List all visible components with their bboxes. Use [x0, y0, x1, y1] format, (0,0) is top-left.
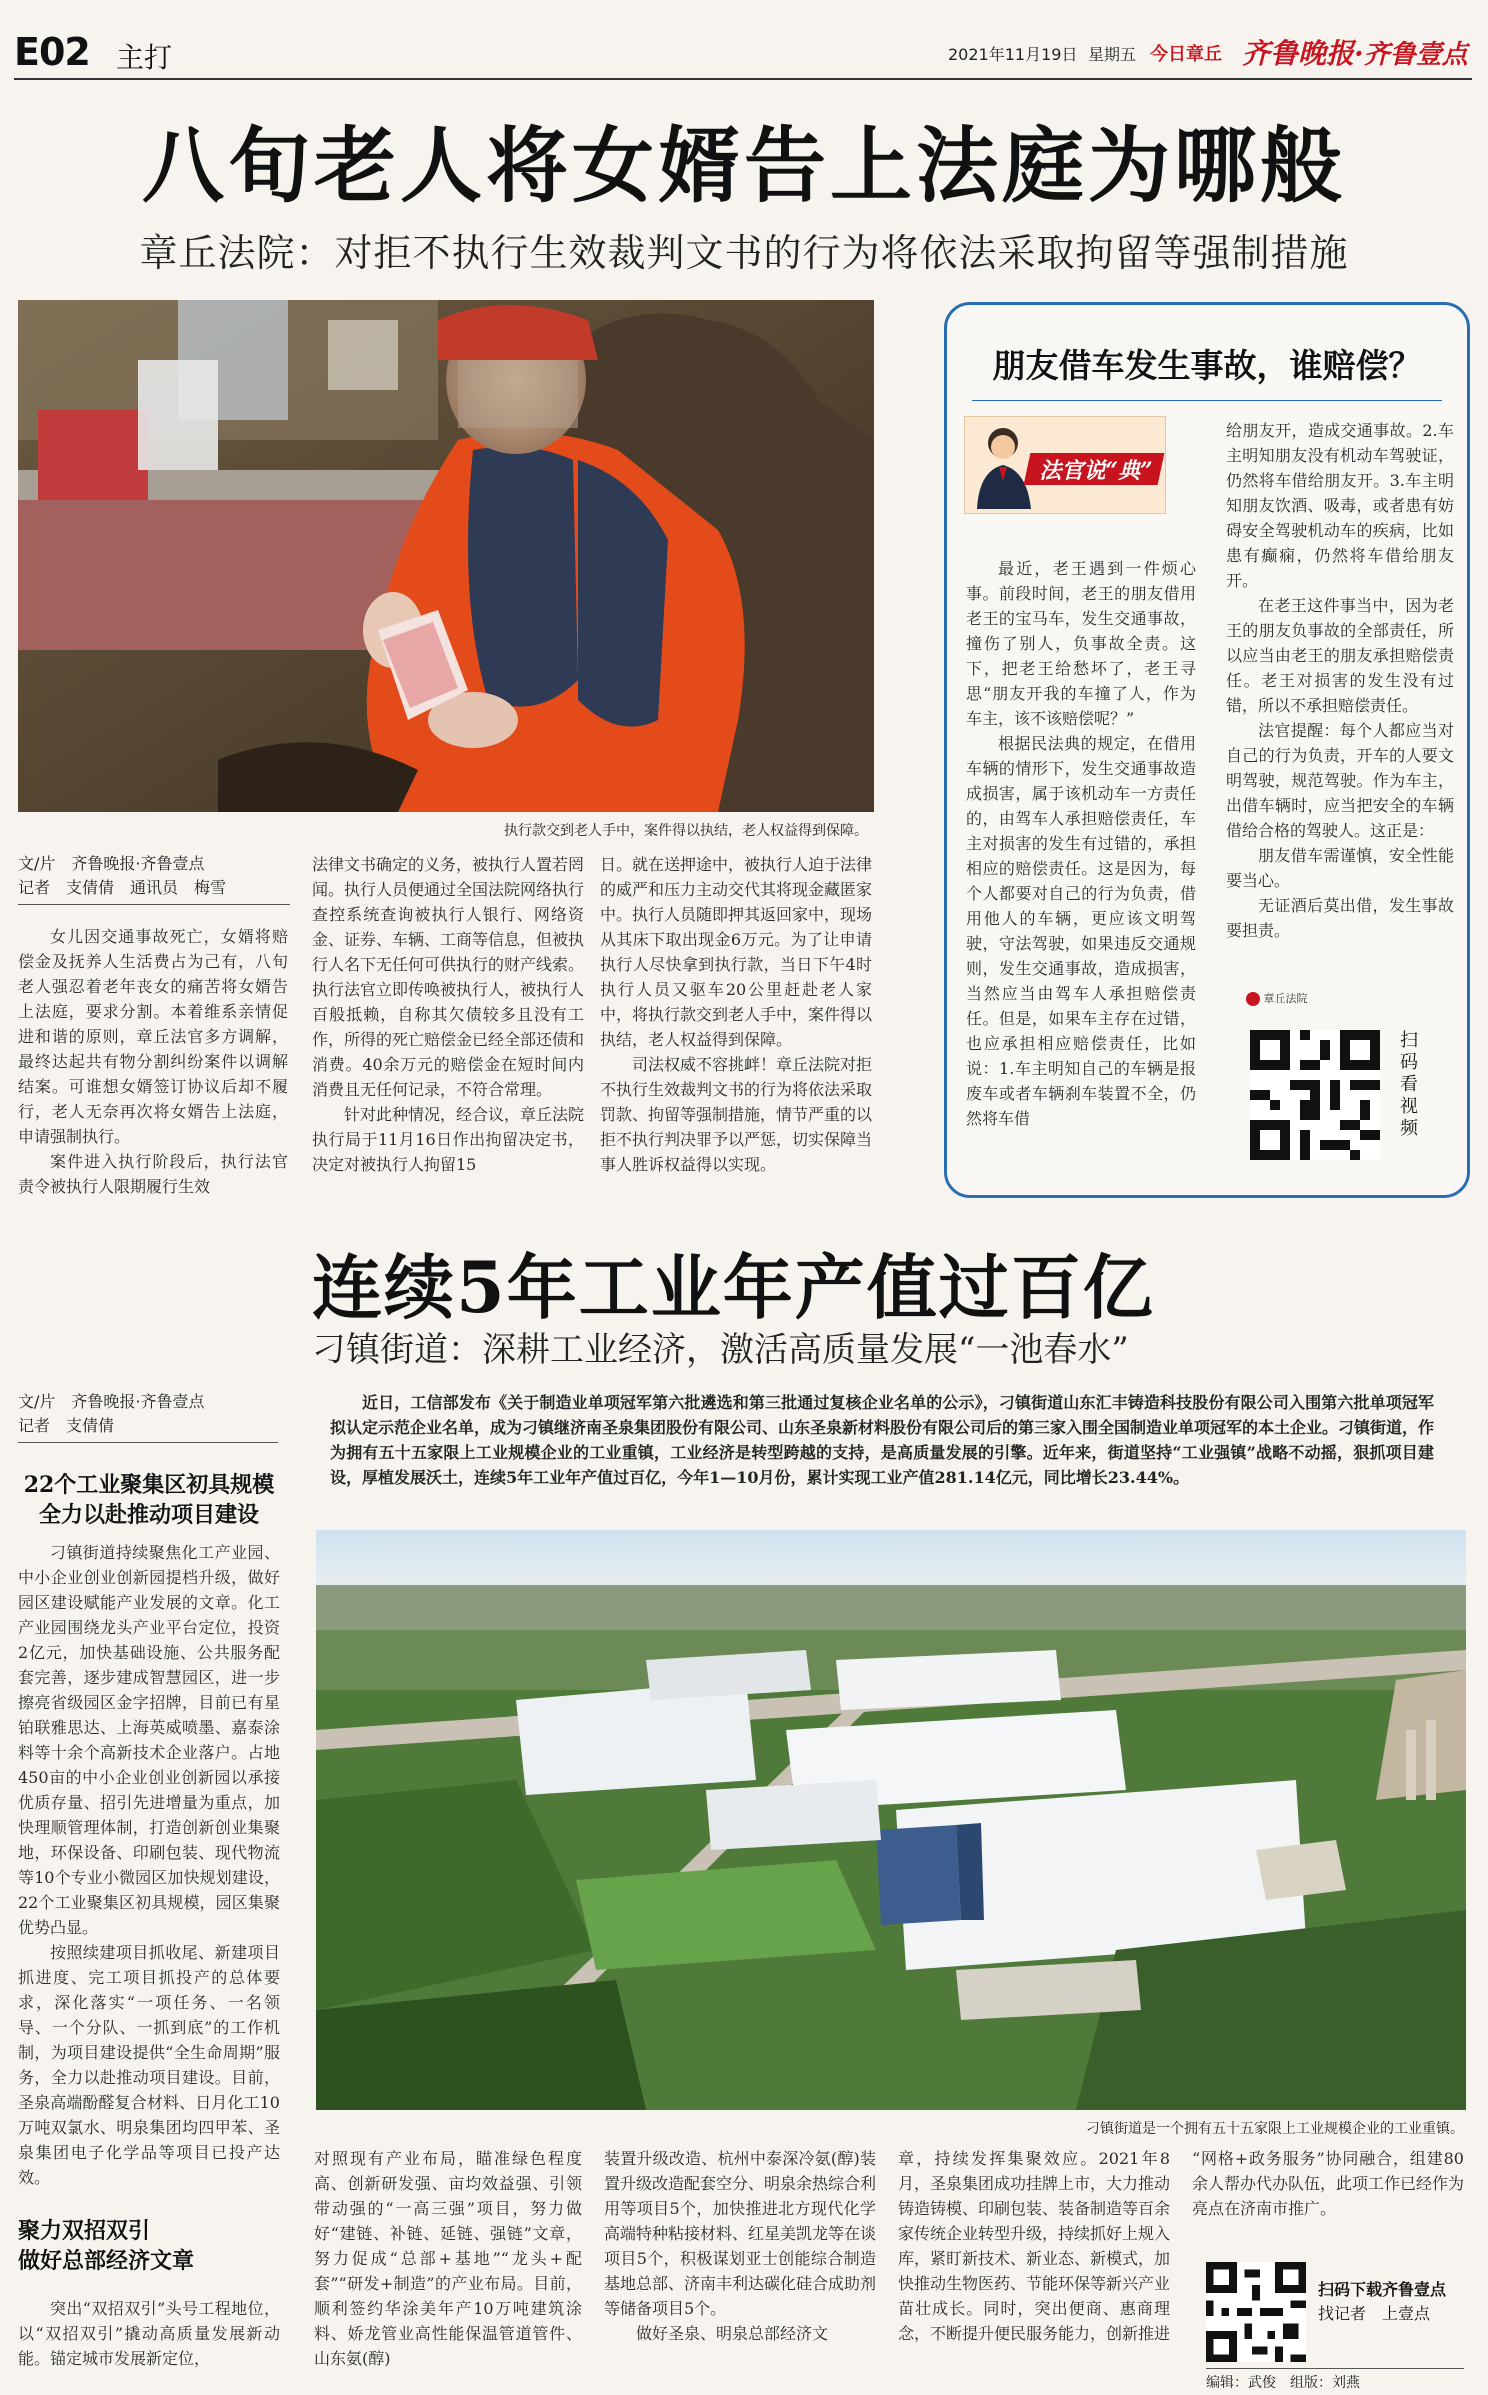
story2-bottom-col4-text: “网格+政务服务”协同融合，组建80余人帮办代办队伍，此项工作已经作为亮点在济南市推广。 [1192, 2149, 1465, 2218]
story2-left-column [18, 1540, 280, 2190]
brand-qilu-wanbao: 齐鲁晚报 [1242, 37, 1355, 70]
sidebar-colb-para3: 法官提醒：每个人都应当对自己的行为负责，开车的人要文明驾驶，规范驾驶。作为车主，出借车辆时，应当把安全的车辆借给合格的驾驶人。这正是： [1226, 721, 1454, 840]
story2-bottom-col2-text: 装置升级改造、杭州中泰深冷氨(醇)装置升级改造配套空分、明泉余热综合利用等项目5个，加快推进北方现代化学高端特种粘接材料、红星美凯龙等在谈项目5个，积极谋划亚士创能综合制造基地总部、济南丰利达碳化硅合成助剂等储备项目5个。 [604, 2149, 877, 2318]
story1-subheadline: 章丘法院：对拒不执行生效裁判文书的行为将依法采取拘留等强制措施 [139, 231, 1349, 275]
story2-bottom-col1-text: 对照现有产业布局，瞄准绿色程度高、创新研发强、亩均效益强、引领带动强的“一高三强”项目，努力做好“建链、补链、延链、强链”文章，努力促成“总部+基地”“龙头+配套”“研发+制造”的产业布局。目前，顺利签约华涂美年产10万吨建筑涂料、娇龙管业高性能保温管道管件、山东氨(醇) [314, 2149, 582, 2368]
story1-photo-caption: 执行款交到老人手中，案件得以执结，老人权益得到保障。 [504, 823, 868, 839]
story2-bottom-col-1 [314, 2146, 582, 2371]
footer-qr-code[interactable] [1206, 2262, 1306, 2362]
sidebar-column-b [1226, 418, 1454, 943]
footer-qr-text [1318, 2278, 1446, 2326]
story2-byline-line2: 记者 支倩倩 [18, 1416, 115, 1435]
story2-bottom-col2-text2: 做好圣泉、明泉总部经济文 [636, 2324, 829, 2343]
story1-photo [18, 300, 874, 812]
story1-byline-line2: 记者 支倩倩 通讯员 梅雪 [18, 878, 227, 897]
story2-left-column-2 [18, 2296, 280, 2371]
sidebar-colb-para4: 朋友借车需谨慎，安全性能要当心。 [1226, 846, 1454, 890]
story1-col2-para1: 法律文书确定的义务，被执行人置若罔闻。执行人员便通过全国法院网络执行查控系统查询被执行人银行、网络资金、证券、车辆、工商等信息，但被执行人名下无任何可供执行的财产线索。执行法官立即传唤被执行人，被执行人百般抵赖，自称其欠债较多且没有工作，所得的死亡赔偿金已经全部还债和消费。40余万元的赔偿金在短时间内消费且无任何记录，不符合常理。 [312, 855, 585, 1099]
story2-bottom-col3-text: 章，持续发挥集聚效应。2021年8月，圣泉集团成功挂牌上市，大力推动铸造铸模、印刷包装、装备制造等百余家传统企业转型升级，持续抓好上规入库，紧盯新技术、新业态、新模式，加快推动生物医药、节能环保等新兴产业苗壮成长。同时，突出便商、惠商理念，不断提升便民服务能力，创新推进 [898, 2149, 1171, 2343]
brand-logo: 齐鲁晚报·齐鲁壹点 [1242, 37, 1468, 70]
story2-bottom-col-3 [898, 2146, 1170, 2346]
story1-col1-para2: 案件进入执行阶段后，执行法官责令被执行人限期履行生效 [18, 1152, 288, 1196]
header-rule [14, 78, 1472, 80]
story2-subhead-2: 聚力双招双引 做好总部经济文章 [18, 2218, 195, 2274]
story2-left2-para: 突出“双招双引”头号工程地位，以“双招双引”撬动高质量发展新动能。锚定城市发展新定位， [18, 2299, 280, 2368]
sidebar-colb-para5: 无证酒后莫出借，发生事故要担责。 [1226, 896, 1454, 940]
story1-column-2 [312, 852, 584, 1177]
story2-photo-caption: 刁镇街道是一个拥有五十五家限上工业规模企业的工业重镇。 [1086, 2121, 1464, 2137]
story2-lead: 近日，工信部发布《关于制造业单项冠军第六批遴选和第三批通过复核企业名单的公示》，刁镇街道山东汇丰铸造科技股份有限公司入围第六批单项冠军拟认定示范企业名单，成为刁镇继济南圣泉集团股份有限公司、山东圣泉新材料股份有限公司后的第三家入围全国制造业单项冠军的本土企业。刁镇街道，作为拥有五十五家限上工业规模企业的工业重镇，工业经济是转型跨越的支持，是高质量发展的引擎。近年来，街道坚持“工业强镇”战略不动摇，狠抓项目建设，厚植发展沃土，连续5年工业年产值过百亿，今年1—10月份，累计实现工业产值281.14亿元，同比增长23.44%。 [330, 1393, 1435, 1487]
story1-col1-para1: 女儿因交通事故死亡，女婿将赔偿金及抚养人生活费占为己有，八旬老人强忍着老年丧女的痛苦将女婿告上法庭，要求分割。本着维系亲情促进和谐的原则，章丘法官多方调解，最终达起共有物分割纠纷案件以调解结案。可谁想女婿签订协议后却不履行，老人无奈再次将女婿告上法庭，申请强制执行。 [18, 927, 288, 1146]
editor-credit: 编辑：武俊 组版：刘燕 [1206, 2375, 1360, 2391]
story1-col3-para2: 司法权威不容挑衅！章丘法院对拒不执行生效裁判文书的行为将依法采取罚款、拘留等强制措施，情节严重的以拒不执行判决罪予以严惩，切实保障当事人胜诉权益得以实现。 [600, 1055, 873, 1174]
story1-column-3 [600, 852, 872, 1177]
sidebar-qr-label: 扫码看视频 [1400, 1030, 1418, 1139]
story1-col3-para1: 日。就在送押途中，被执行人迫于法律的威严和压力主动交代其将现金藏匿家中。执行人员随即押其返回家中，现场从其床下取出现金6万元。为了让申请执行人尽快拿到执行款，当日下午4时执行人员又驱车20公里赶赴老人家中，将执行款交到老人手中，案件得以执结，老人权益得到保障。 [600, 855, 873, 1049]
court-logo [1246, 990, 1308, 1006]
story1-headline: 八旬老人将女婿告上法庭为哪般 [141, 118, 1346, 214]
story1-column-1 [18, 924, 288, 1199]
sidebar-colb-para1: 给朋友开，造成交通事故。2.车主明知朋友没有机动车驾驶证，仍然将车借给朋友开。3.车主明知朋友饮酒、吸毒，或者患有妨碍安全驾驶机动车的疾病，比如患有癫痫，仍然将车借给朋友开。 [1226, 421, 1454, 590]
sidebar-column-a [966, 556, 1196, 1131]
sidebar-cola-para1: 最近，老王遇到一件烦心事。前段时间，老王的朋友借用老王的宝马车，发生交通事故，撞伤了别人，负事故全责。这下，把老王给愁坏了，老王寻思“朋友开我的车撞了人，作为车主，该不该赔偿呢？” [966, 559, 1196, 728]
header-weekday: 星期五 [1088, 45, 1137, 64]
sidebar-cola-para2: 根据民法典的规定，在借用车辆的情形下，发生交通事故造成损害，属于该机动车一方责任的，由驾车人承担赔偿责任，车主对损害的发生有过错的，承担相应的赔偿责任。这是因为，每个人都要对自己的行为负责，借用他人的车辆，更应该文明驾驶，守法驾驶，如果违反交通规则，发生交通事故，造成损害，当然应当由驾车人承担赔偿责任。但是，如果车主存在过错，也应承担相应赔偿责任，比如说：1.车主明知自己的车辆是报废车或者车辆刹车装置不全，仍然将车借 [966, 734, 1196, 1128]
story2-byline-rule [18, 1442, 278, 1443]
story1-byline [18, 852, 226, 900]
header-date: 2021年11月19日 [948, 45, 1078, 64]
sidebar-badge [964, 416, 1166, 514]
sidebar-title: 朋友借车发生事故，谁赔偿？ [992, 346, 1422, 385]
story2-subheadline: 刁镇街道：深耕工业经济，激活高质量发展“一池春水” [312, 1330, 1129, 1370]
story1-col2-para2: 针对此种情况，经合议，章丘法院执行局于11月16日作出拘留决定书，决定对被执行人拘留15 [312, 1105, 585, 1174]
court-emblem-icon [1246, 992, 1260, 1006]
story2-subhead-1: 22个工业聚集区初具规模 全力以赴推动项目建设 [23, 1472, 275, 1528]
footer-qr-line2: 找记者 上壹点 [1318, 2304, 1431, 2323]
story2-byline-line1: 文/片 齐鲁晚报·齐鲁壹点 [18, 1392, 205, 1411]
footer-rule [1206, 2368, 1464, 2369]
badge-text: 法官说“典” [1039, 458, 1153, 484]
story2-byline [18, 1390, 204, 1438]
brand-qilu-yidian: 齐鲁壹点 [1363, 40, 1468, 70]
story1-byline-line1: 文/片 齐鲁晚报·齐鲁壹点 [18, 854, 205, 873]
story2-left-para2: 按照续建项目抓收尾、新建项目抓进度、完工项目抓投产的总体要求，深化落实“一项任务、一名领导、一个分队、一抓到底”的工作机制，为项目建设提供“全生命周期”服务，全力以赴推动项目建设。目前，圣泉高端酚醛复合材料、日月化工10万吨双氯水、明泉集团均四甲苯、圣泉集团电子化学品等项目已投产达效。 [18, 1943, 280, 2187]
story2-bottom-col-2 [604, 2146, 876, 2346]
sidebar-qr-code[interactable] [1250, 1030, 1380, 1160]
sidebar-title-rule [972, 400, 1442, 401]
story2-headline: 连续5年工业年产值过百亿 [312, 1246, 1155, 1329]
sidebar-colb-para2: 在老王这件事当中，因为老王的朋友负事故的全部责任，所以应当由老王的朋友承担赔偿责任。老王对损害的发生没有过错，所以不承担赔偿责任。 [1226, 596, 1454, 715]
page-code: E02 [14, 30, 90, 74]
court-logo-text: 章丘法院 [1263, 992, 1308, 1005]
header-edition: 今日章丘 [1150, 44, 1222, 65]
footer-qr-line1: 扫码下载齐鲁壹点 [1318, 2280, 1447, 2299]
story2-left-para1: 刁镇街道持续聚焦化工产业园、中小企业创业创新园提档升级，做好园区建设赋能产业发展的文章。化工产业园围绕龙头产业平台定位，投资2亿元，加快基础设施、公共服务配套完善，逐步建成智慧园区，进一步擦亮省级园区金字招牌，目前已有星铂联雅思达、上海英威喷墨、嘉泰涂料等十余个高新技术企业落户。占地450亩的中小企业创业创新园以承接优质存量、招引先进增量为重点，加快理顺管理体制，打造创新创业集聚地，环保设备、印刷包装、现代物流等10个专业小微园区加快规划建设，22个工业聚集区初具规模，园区集聚优势凸显。 [18, 1543, 280, 1937]
section-label: 主打 [116, 41, 173, 74]
byline-rule [18, 904, 290, 905]
story2-bottom-col-4 [1192, 2146, 1464, 2221]
story2-aerial-photo [316, 1530, 1466, 2110]
